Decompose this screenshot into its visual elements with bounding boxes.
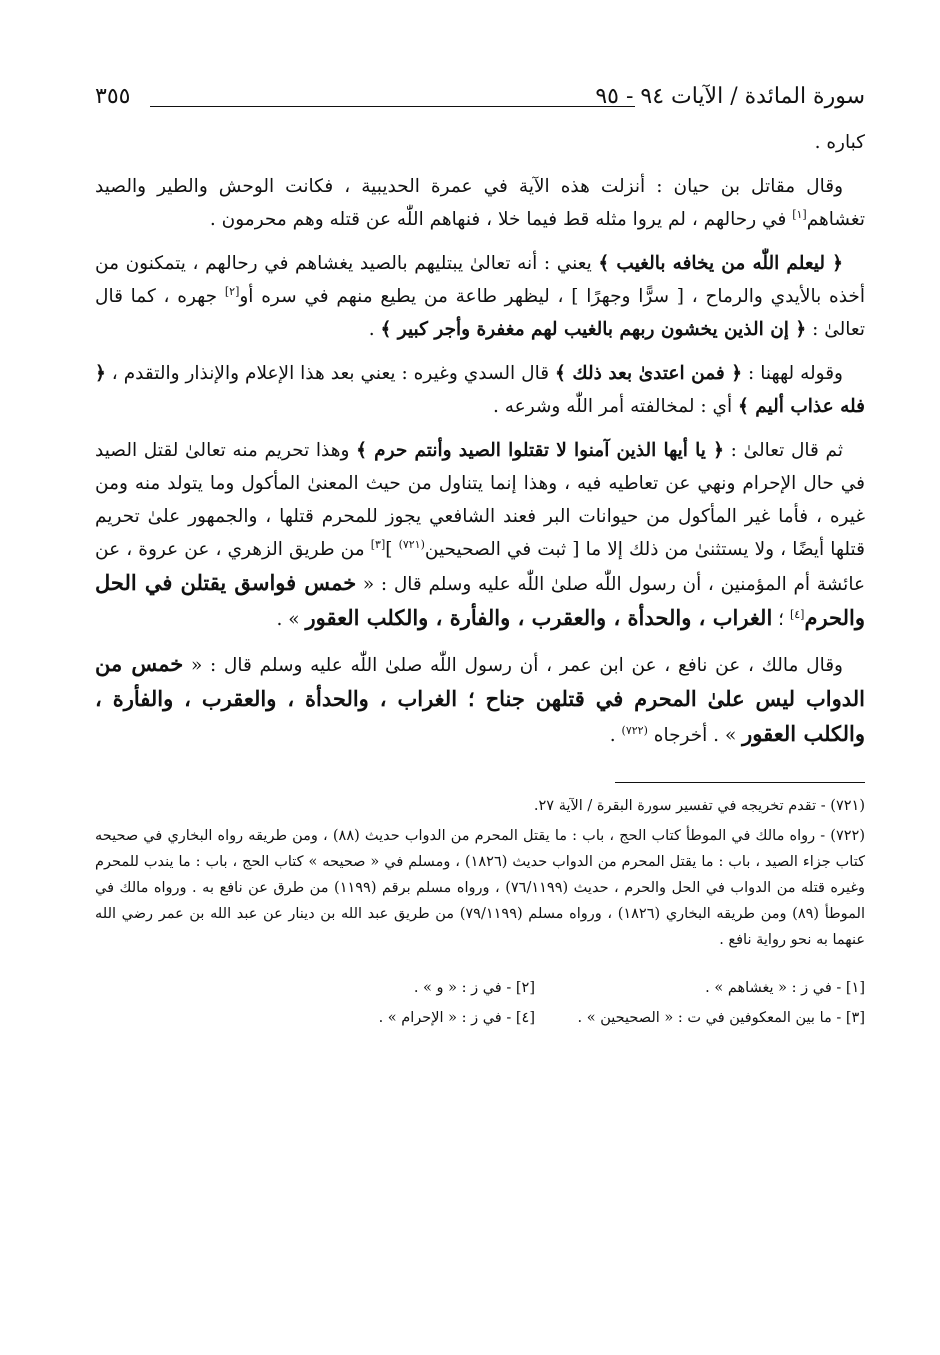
notes-row-2 <box>95 1003 865 1033</box>
quran-quote: ﴿ يا أيها الذين آمنوا لا تقتلوا الصيد وأنتم حرم ﴾ <box>356 440 724 461</box>
document-page <box>95 80 865 1033</box>
paragraph-4-text-d: من طريق الزهري ، عن عروة ، عن عائشة أم المؤمنين ، أن رسول اللّٰه صلىٰ اللّٰه عليه وسلم قال : « <box>95 539 866 595</box>
footnote-721: (٧٢١) - تقدم تخريجه في تفسير سورة البقرة / الآية ٢٧. <box>533 798 865 814</box>
page-number: ٣٥٥ <box>95 84 131 109</box>
paragraph-4-text-b: وهذا تحريم منه تعالىٰ لقتل الصيد في حال الإحرام ونهي عن تعاطيه فيه ، وهذا إنما يتناول من حيث المعنىٰ المأكول وما يتولد منه ومن غيره ، فأما غير المأكول من حيوانات البر فعند الشافعي يجوز للمحرم قتلها ، والجمهور علىٰ تحريم قتلها أيضًا ، ولا يستثنىٰ من ذلك إلا ما [ ثبت في الصحيحين <box>95 440 865 560</box>
paragraph-1 <box>95 170 865 236</box>
paragraph-4-text-f: » . <box>276 609 306 630</box>
note-ref-1: [١] <box>792 207 807 221</box>
note-3: [٣] - ما بين المعكوفين في ت : « الصحيحين » . <box>577 1010 865 1026</box>
paragraph-5 <box>95 647 865 752</box>
note-2: [٢] - في ز : « و » . <box>413 980 535 996</box>
footnote-ref-722: (٧٢٢) <box>621 723 648 737</box>
paragraph-4 <box>95 434 865 636</box>
paragraph-1-text-a: وقال مقاتل بن حيان : أنزلت هذه الآية في عمرة الحديبية ، فكانت الوحش والطير والصيد تغشاهم <box>95 176 865 230</box>
note-4: [٤] - في ز : « الإحرام » . <box>378 1010 535 1026</box>
paragraph-2-text-c: . <box>368 319 381 340</box>
quran-quote: ﴿ فمن اعتدىٰ بعد ذلك ﴾ <box>555 363 743 384</box>
page-header <box>95 80 865 126</box>
footnote-722: (٧٢٢) - رواه مالك في الموطأ كتاب الحج ، باب : ما يقتل المحرم من الدواب حديث (٨٨) ، ومن طريقه رواه البخاري في صحيحه كتاب جزاء الصيد ، باب : ما يقتل المحرم من الدواب حديث (١٨٢٦) ، ومسلم في « صحيحه » كتاب الحج ، باب : ما يندب للمحرم وغيره قتله من الدواب في الحل والحرم ، حديث (٧٦/١١٩٩) ، ورواه مسلم برقم (١١٩٩) من طرق عن نافع به . ورواه مالك في الموطأ (٨٩) ومن طريقه البخاري (١٨٢٦) ، ورواه مسلم (٧٩/١١٩٩) من طريق عبد الله بن دينار عن عبد الله بن عمر رضي الله عنهما به نحو رواية نافع . <box>95 828 865 948</box>
paragraph-3-text-a: وقوله لههنا : <box>742 363 843 384</box>
header-rule <box>150 106 635 107</box>
paragraph-2 <box>95 247 865 346</box>
hadith-text: خمس من الدواب ليس علىٰ المحرم في قتلهن جناح ؛ الغراب ، والحدأة ، والعقرب ، والفأرة ، والكلب العقور <box>95 651 866 746</box>
footnote-ref-721: (٧٢١) <box>398 537 425 551</box>
paragraph-0 <box>95 126 865 159</box>
paragraph-2-text-b: جهره ، كما قال تعالىٰ : <box>95 286 865 340</box>
note-ref-4: [٤] <box>789 607 805 621</box>
paragraph-2-text-a: يعني : أنه تعالىٰ يبتليهم بالصيد يغشاهم في رحالهم ، يتمكنون من أخذه بالأيدي والرماح ، [ سرًّا وجهرًا ] ، ليظهر طاعة من يطيع منهم في سره أو <box>95 253 865 307</box>
paragraph-5-text-c: . <box>609 725 622 746</box>
paragraph-3-text-c: أي : لمخالفته أمر اللّٰه وشرعه . <box>492 396 738 417</box>
paragraph-3 <box>95 357 865 423</box>
quran-quote: ﴿ فله عذاب أليم ﴾ <box>95 363 865 417</box>
quran-quote: ﴿ إن الذين يخشون ربهم بالغيب لهم مغفرة وأجر كبير ﴾ <box>380 319 807 340</box>
paragraph-4-text-a: ثم قال تعالىٰ : <box>724 440 843 461</box>
paragraph-0-text: كباره . <box>814 132 865 153</box>
paragraph-3-text-b: قال السدي وغيره : يعني بعد هذا الإعلام والإنذار والتقدم ، <box>105 363 556 384</box>
quran-quote: ﴿ ليعلم اللّٰه من يخافه بالغيب ﴾ <box>598 253 843 274</box>
body-text <box>95 126 865 752</box>
running-title: سورة المائدة / الآيات ٩٤ - ٩٥ <box>595 84 865 109</box>
paragraph-5-text-b: » . أخرجاه <box>647 725 743 746</box>
paragraph-5-text-a: وقال مالك ، عن نافع ، عن ابن عمر ، أن رسول اللّٰه صلىٰ اللّٰه عليه وسلم قال : « <box>183 655 843 676</box>
hadith-text: خمس فواسق يقتلن في الحل والحرم <box>95 570 865 630</box>
notes-row-1 <box>95 973 865 1003</box>
paragraph-4-text-e: ؛ <box>772 609 790 630</box>
editor-notes <box>95 973 865 1033</box>
footnotes <box>95 793 865 953</box>
paragraph-1-text-b: في رحالهم ، لم يروا مثله قط فيما خلا ، فنهاهم اللّٰه عن قتله وهم محرمون . <box>209 209 793 230</box>
note-ref-2: [٢] <box>224 284 240 298</box>
hadith-text: الغراب ، والحدأة ، والعقرب ، والفأرة ، والكلب العقور <box>305 605 773 630</box>
note-1: [١] - في ز : « يغشاهم » . <box>705 980 865 996</box>
footnote-separator <box>615 782 865 783</box>
note-ref-3: [٣] <box>370 537 386 551</box>
paragraph-4-text-c: ] <box>385 539 399 560</box>
